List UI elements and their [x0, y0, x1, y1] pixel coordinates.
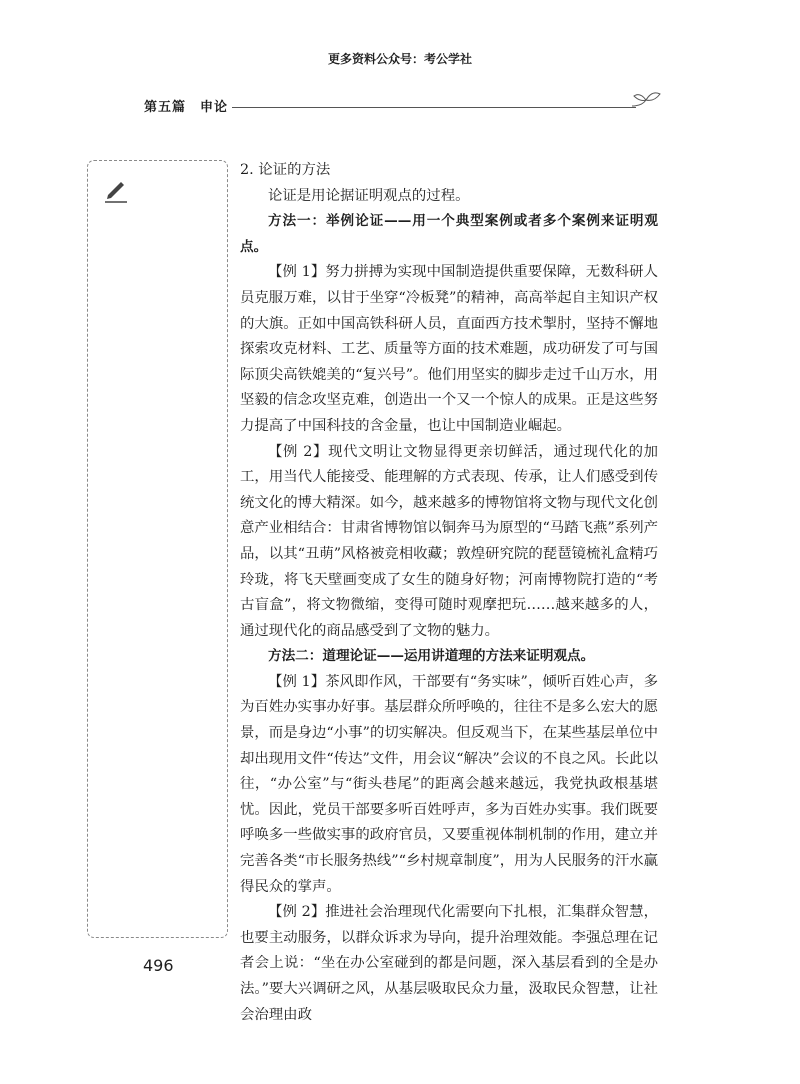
section-title: 第五篇 申论: [144, 100, 229, 115]
method2-example1: 【例 1】茶风即作风，干部要有“务实味”，倾听百姓心声，多为百姓办实事办好事。基层群众所呼唤的，往往不是多么宏大的愿景，而是身边“小事”的切实解决。但反观当下，在某些基层单位中却出现用文件“传达”文件，用会议“解决”会议的不良之风。长此以往，“办公室”与“街头巷尾”的距离会越来越远，我党执政根基堪忧。因此，党员干部要多听百姓呼声，多为百姓办实事。我们既要呼唤多一些做实事的政府官员，又要重视体制机制的作用，建立并完善各类“市长服务热线”“乡村规章制度”，用为人民服务的汗水赢得民众的掌声。: [240, 673, 658, 895]
method2-title: 方法二：道理论证——运用讲道理的方法来证明观点。: [268, 648, 595, 665]
sprout-icon: [630, 90, 664, 112]
intro-paragraph: 论证是用论据证明观点的过程。: [268, 187, 470, 204]
method1-example2: 【例 2】现代文明让文物显得更亲切鲜活，通过现代化的加工，用当代人能接受、能理解的方式表现、传承，让人们感受到传统文化的博大精深。如今，越来越多的博物馆将文物与现代文化创意产业相结合：甘肃省博物馆以铜奔马为原型的“马踏飞燕”系列产品，以其“丑萌”风格被竞相收藏；敦煌研究院的琵琶镜梳礼盒精巧玲珑，将飞天壁画变成了女生的随身好物；河南博物院打造的“考古盲盒”，将文物微缩，变得可随时观摩把玩……越来越多的人，通过现代化的商品感受到了文物的魅力。: [240, 443, 658, 639]
header-rule: [232, 107, 636, 108]
page-number: 496: [143, 956, 174, 975]
section-heading: 2. 论证的方法: [240, 162, 331, 178]
method1-example1: 【例 1】努力拼搏为实现中国制造提供重要保障，无数科研人员克服万难，以甘于坐穿“冷板凳”的精神，高高举起自主知识产权的大旗。正如中国高铁科研人员，直面西方技术掣肘，坚持不懈地探索攻克材料、工艺、质量等方面的技术难题，成功研发了可与国际顶尖高铁媲美的“复兴号”。他们用坚实的脚步走过千山万水，用坚毅的信念攻坚克难，创造出一个又一个惊人的成果。正是这些努力提高了中国科技的含金量，也让中国制造业崛起。: [240, 264, 658, 434]
page-header: [144, 96, 664, 118]
watermark-text: 更多资料公众号：考公学社: [327, 52, 472, 66]
method1-title: 方法一：举例论证——用一个典型案例或者多个案例来证明观点。: [240, 213, 658, 255]
method2-example2: 【例 2】推进社会治理现代化需要向下扎根，汇集群众智慧，也要主动服务，以群众诉求为导向，提升治理效能。李强总理在记者会上说：“坐在办公室碰到的都是问题，深入基层看到的全是办法。”要大兴调研之风，从基层吸取民众力量，汲取民众智慧，让社会治理由政: [240, 904, 658, 1023]
pencil-icon: [102, 175, 130, 203]
main-content: [240, 158, 658, 1028]
notes-sidebar: [87, 160, 228, 938]
